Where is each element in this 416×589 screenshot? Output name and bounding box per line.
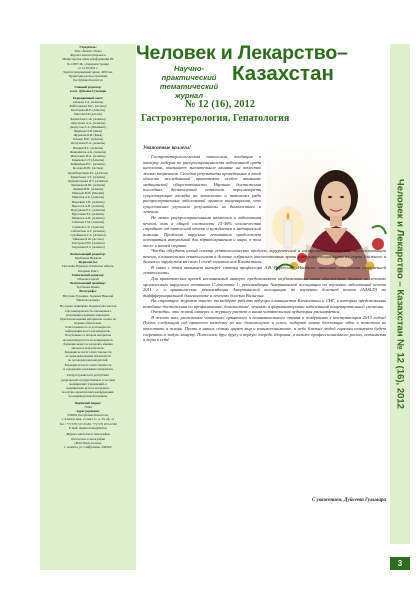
disclaimer-line: Полученные от авторов материалы (64, 333, 112, 338)
board-member: Левашова М.Ш. (Алматы) (70, 183, 106, 187)
board-member: Нургужаев Е.С. (Алматы) (71, 207, 105, 212)
notice-line: среди врачей государственных и частных (60, 377, 116, 382)
board-member: Бипсева Р.Р. (Астана) (74, 112, 102, 117)
disclaimer-line: по договорам рекламодателей. (67, 358, 109, 363)
board-member: Искаков Б.С. (Алматы) (72, 145, 104, 150)
editorial-paragraph: Я желаю вам, уважаемые читатели, приятного и познавательного чтения и поздравляю с наступающим 2013 годом! Пусть следующий год принесет каждому из нас благополучие и успех, подарит новые блестящие идеи и поможет их воплотить в жизнь. Пусть в наших семьях царят мир и взаимопонимание, а небо близких людей горячим пламенем будет согревать в любую минуту. Пожелаем друг другу и первую очередь здоровья, а также профессионального роста, оптимизма и веры в себя! (143, 314, 386, 343)
board-member: Сейсенбаев А.Т. (Алматы) (70, 228, 106, 233)
journalists-line: Ткачченко Надежда, Рахметова Айгуль, (61, 264, 115, 269)
address-label: Адрес редакции: (76, 409, 100, 414)
disclaimer-line: авторов и консультантов. (71, 345, 105, 350)
registration-line: Журнал зарегистрирован в (70, 53, 106, 58)
journalists-label: Журналисты: (78, 260, 98, 265)
photographers-label: Фотографы: (79, 289, 97, 294)
board-label: Редакционный совет: (72, 95, 104, 100)
board-member: Сулейменов Г.А. (Алматы) (70, 232, 106, 237)
board-member: Белоброва Ж.Е. (Алматы) (71, 108, 105, 113)
board-member: Нерсесов А.В. (Алматы) (71, 203, 105, 208)
proofreader: Ишанова Альима (76, 297, 100, 302)
board-member: Зельвер М.Е. (Алматы) (72, 137, 104, 142)
registration-line: Республика Казахстан (73, 78, 103, 83)
tech-editor-label: Технический редактор: (71, 272, 105, 277)
tech-editor: Обнечев Сергей (77, 276, 99, 281)
journalists-line: Зитерман Раиса (77, 268, 99, 273)
registration-line: от 14.10.2011 г. (78, 65, 98, 70)
disclaimer-line: издание обязательна. (74, 321, 102, 325)
board-member: Тайкенов Б.Ж. (Астана) (72, 237, 104, 242)
editorial-signature: С уважением, Дуйсеева Гульмира (311, 498, 386, 503)
editorial-paragraph: Гастроэнтерологическая патология, входящая в пятерку лидеров по распространенности заболеваний среди населения, оказывает значительное влияние на качество жизни пациентов. Сегодня результаты проведенных в этой области исследований привлекают особое внимание медицинской общественности. Научные достижения последних десятилетий позволили пересмотреть существующие взгляды на этиологию и патогенез ряда распространенных заболеваний органов пищеварения, что существенно улучшило результаты их диагностики и лечения. (143, 154, 261, 215)
disclaimer-line: Ответственность за достоверность (65, 325, 111, 330)
masthead-subtitle: Научно-практический тематический журнал (159, 64, 219, 100)
editorial-paragraph: Для практических врачей несомненный интерес представляют опубликованные нами обновленные данные по лечению хронического вирусного гепатита С генотипа 1: рекомендации Американской ассоциации по изучению заболеваний печени 2011 г. и практические рекомендации Американской ассоциации по изучению болезней печени (AASLD) по диффференциальной диагностике и лечению болезни Вильсона. (143, 276, 386, 298)
chief-editor: к.м.н. Дуйсеева Гульмира (69, 89, 107, 94)
board-member: Жанпейисов А.К. (Алматы) (69, 149, 107, 154)
subscription-label: Подписной индекс: (74, 400, 102, 405)
registration-line: Министерстве связи и информации РК (62, 57, 114, 62)
board-member: Мамонов А.Б. (Алматы) (72, 195, 104, 200)
board-member: Мамедов М.Н. (Москва) (71, 191, 105, 196)
printer-line: Отпечатано в типографии (70, 436, 106, 441)
registration-line: Зарегистрированный тираж: 4000 экз. (63, 69, 113, 74)
exec-editor: Карбыкова Нурзиля (74, 256, 102, 261)
editorial-body (143, 154, 386, 343)
board-member: Жанузаков М.А. (Алматы) (70, 153, 106, 158)
disclaimer-line: Редакция может не разделять мнения (63, 341, 113, 346)
editorial-paragraph: Очевидно, что живой интерес к журналу растет и наша читательская аудитория расширяется. (151, 309, 341, 315)
disclaimer-line: не рецензируются и не возвращаются. (62, 337, 114, 342)
spine-title: Человек и Лекарство – Казахстан № 12 (16), 2012 (394, 179, 406, 409)
board-member: Журавлев Б.Н. (Киев) (73, 133, 103, 138)
board-member: Аканова Т.А. (Алматы) (72, 99, 104, 104)
printed-note: Журнал напечатан в типографии (66, 432, 110, 437)
designer-label: Выпускающий дизайнер: (70, 281, 106, 286)
board-member: Нуртазина Р.Т. (Алматы) (71, 212, 105, 217)
board-member: Кудайбергенова Р.С. (Алматы) (68, 170, 108, 175)
notice-line: на научно-практических конференциях, (61, 390, 115, 394)
address-line: Тел.: +7 (727) 317-23-66, +7 (727) 263-22-66 (59, 421, 117, 426)
board-member: Сабитова Г.М. (Алматы) (71, 220, 105, 225)
board-member: Тохтарова Н.Н. (Алматы) (71, 241, 105, 246)
board-member: Бермагбаев С.Ф. (Алматы) (70, 116, 106, 121)
board-member: Джунусова Г.А. (Шымкент) (69, 124, 107, 129)
printer-line: г. Алматы, ул. Сейфуллина, 458/460 (64, 444, 112, 449)
notice-line: медицинских вузах и колледжах, (66, 385, 110, 390)
board-member: Салихова С.Б. (Алматы) (72, 224, 104, 229)
chief-editor-label: Главный редактор: (74, 84, 102, 89)
board-member: Байбосынова М.С. (Астана) (69, 104, 107, 109)
board-member: Жаринов О.Н. (Киев) (73, 128, 103, 133)
editorial-greeting: Уважаемые коллеги! (143, 145, 191, 151)
imprint-column (40, 44, 136, 570)
notice-line: Распространяется в республике (67, 373, 109, 378)
registration-line: Территория распространения: (68, 74, 108, 79)
editorial-paragraph: В связи с этим вызывает интерес статья профессора А.В. Нерсесова «Наиболее значимые обновления современной гепатологии». (143, 264, 386, 276)
notice-line: по индивидуальной подписке (68, 394, 108, 399)
editorial-paragraph: Чтобы обсудить целый спектр гепатологических проблем, хирургической и гастроэнтерологической, трансплантации печени, клиническими гепатологами в Астане собрались отечественные врачи и ведущие специалисты из стран ближнего и дальнего зарубежья на свою I съезд гепатологов Казахстана. (143, 248, 386, 265)
board-member: Курмангалиева И.У. (Алматы) (68, 178, 108, 183)
founder-label: Учредитель: (79, 45, 97, 49)
editorial-paragraph: На страницах журнала также вы найдете работы ведущих клиницистов Казахстана и СНГ, в которых представлены новейшие достижения по профилактике, диагностике, лечению и фармакотерапии заболеваний пищеварительной системы. (143, 298, 386, 309)
disclaimer-line: за содержание рекламных материалов. (62, 366, 114, 371)
board-member: Изатуллаев Е.А. (Алматы) (70, 141, 106, 146)
address-line: 050059, Республика Казахстан, (67, 413, 109, 418)
board-member: Каменова С.У. (Алматы) (71, 158, 105, 163)
disclaimer-line: Все права защищены. Перепечатка текстов (59, 304, 117, 309)
exec-editor-label: Выпускающий редактор: (70, 252, 106, 256)
board-member: Тлеужанов Б.Т. (Алматы) (71, 245, 105, 250)
board-member: Пичкалов А.В. (Алматы) (71, 216, 105, 221)
disclaimer-line: информации несет рекламодатель. (65, 329, 111, 334)
photographers: Юсупова Гульмира, Ходжаев Николай (62, 293, 114, 298)
issue-topic: Гастроэнтерология. Гепатология (141, 113, 290, 124)
board-member: Козлова И.Ю. (Астана) (72, 166, 104, 171)
page-number: 3 (390, 557, 410, 570)
editorial-paragraph: Не менее распространенными являются и заболевания печени, так в общей сложности 15-30% человечества страдает от патологий печени и нуждается в медицинской помощи. Проблема вирусных гепатитов продолжает оставаться актуальной для здравоохранения и мира, в том числе и нашей страны. (143, 215, 261, 248)
issue-number: № 12 (16), 2012 (185, 99, 256, 110)
masthead-title-line1: Человек и Лекарство– (136, 42, 348, 64)
disclaimer-line: и фотоматериалов без письменного (64, 308, 112, 313)
subscription-index: 75026 (84, 404, 92, 409)
board-member: Кайшибаев Н.С. (Алматы) (70, 162, 106, 167)
disclaimer-line: за сроки выполнения обязательств (65, 354, 111, 359)
designer: Трубанова Ирина (76, 285, 100, 290)
masthead-title-line2: Казахстан (232, 62, 334, 85)
board-member: Миралиев З.Н. (Алматы) (71, 199, 105, 204)
board-member: Локшин В.Н. (Алматы) (72, 187, 104, 192)
registration-line: № 12057-Ж, о перерегистрации (67, 61, 109, 66)
disclaimer-line: Редакция не несет ответственности (64, 350, 112, 355)
board-member: Кумисбаева Э.Т. (Алматы) (70, 174, 106, 179)
disclaimer-line: При использовании материалов ссылка на (60, 316, 116, 321)
board-member: Джуганова А.А. (Алматы) (70, 120, 106, 125)
address-line: г. Алматы, мкр. «Самал-1», д. 23, оф. 11 (61, 417, 115, 422)
notice-line: медицинских учреждений, в (69, 381, 107, 386)
disclaimer-line: Редакция не несет ответственности (64, 362, 112, 367)
founder: ТОО «Masters Trade» (74, 49, 102, 54)
printer-line: «Print House Gerona» (74, 440, 102, 445)
disclaimer-line: разрешения редакции запрещена. (65, 312, 111, 317)
address-line: E-mail: masters.trade@mail.ru (68, 425, 108, 430)
